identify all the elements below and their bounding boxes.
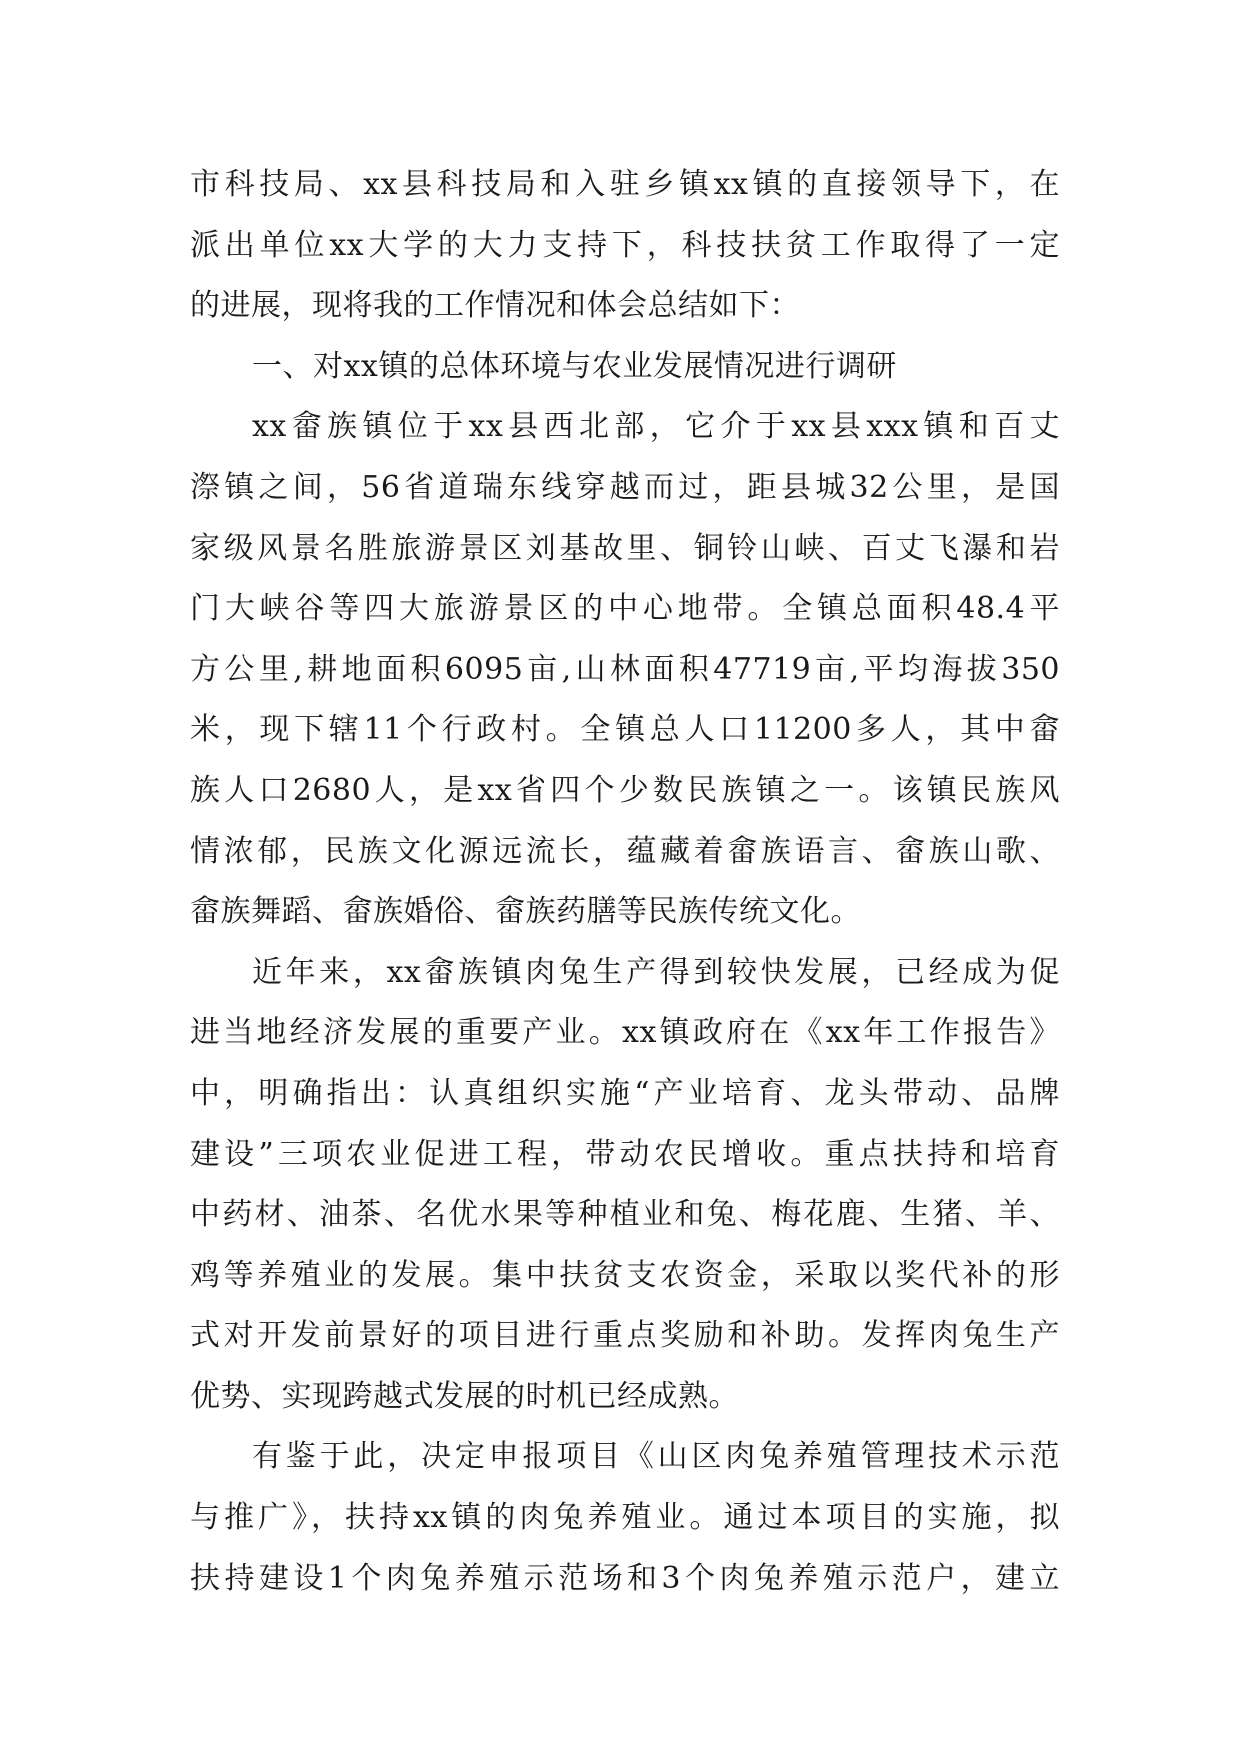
text-line: 市科技局、xx县科技局和入驻乡镇xx镇的直接领导下，在	[190, 167, 1060, 202]
text-line: 与推广》，扶持xx镇的肉兔养殖业。通过本项目的实施，拟	[190, 1500, 1060, 1536]
text-line: 米，现下辖11个行政村。全镇总人口11200多人，其中畲	[190, 712, 1060, 748]
text-line: 门大峡谷等四大旅游景区的中心地带。全镇总面积48.4平	[190, 591, 1060, 627]
section-heading: 一、对xx镇的总体环境与农业发展情况进行调研	[252, 348, 897, 384]
text-line: 情浓郁，民族文化源远流长，蕴藏着畲族语言、畲族山歌、	[190, 833, 1060, 869]
text-line: xx畲族镇位于xx县西北部，它介于xx县xxx镇和百丈	[252, 409, 1060, 445]
text-line: 建设”三项农业促进工程，带动农民增收。重点扶持和培育	[190, 1136, 1060, 1172]
text-line: 族人口2680人，是xx省四个少数民族镇之一。该镇民族风	[190, 772, 1060, 808]
text-line: 漈镇之间，56省道瑞东线穿越而过，距县城32公里，是国	[190, 469, 1060, 505]
body-text	[190, 155, 1060, 1609]
text-line: 进当地经济发展的重要产业。xx镇政府在《xx年工作报告》	[190, 1015, 1060, 1051]
text-line: 的进展，现将我的工作情况和体会总结如下：	[190, 288, 800, 324]
text-line: 中，明确指出：认真组织实施“产业培育、龙头带动、品牌	[190, 1075, 1060, 1111]
text-line: 鸡等养殖业的发展。集中扶贫支农资金，采取以奖代补的形	[190, 1257, 1060, 1293]
text-line: 方公里,耕地面积6095亩,山林面积47719亩,平均海拔350	[190, 651, 1060, 687]
text-line: 式对开发前景好的项目进行重点奖励和补助。发挥肉兔生产	[190, 1318, 1060, 1354]
text-line: 家级风景名胜旅游景区刘基故里、铜铃山峡、百丈飞瀑和岩	[190, 530, 1060, 566]
text-line: 有鉴于此，决定申报项目《山区肉兔养殖管理技术示范	[252, 1439, 1060, 1475]
text-line: 派出单位xx大学的大力支持下，科技扶贫工作取得了一定	[190, 227, 1060, 263]
text-line: 扶持建设1个肉兔养殖示范场和3个肉兔养殖示范户，建立	[190, 1560, 1060, 1596]
text-line: 畲族舞蹈、畲族婚俗、畲族药膳等民族传统文化。	[190, 894, 861, 930]
text-line: 优势、实现跨越式发展的时机已经成熟。	[190, 1378, 739, 1414]
text-line: 中药材、油茶、名优水果等种植业和兔、梅花鹿、生猪、羊、	[190, 1197, 1060, 1233]
text-line: 近年来，xx畲族镇肉兔生产得到较快发展，已经成为促	[252, 954, 1060, 990]
